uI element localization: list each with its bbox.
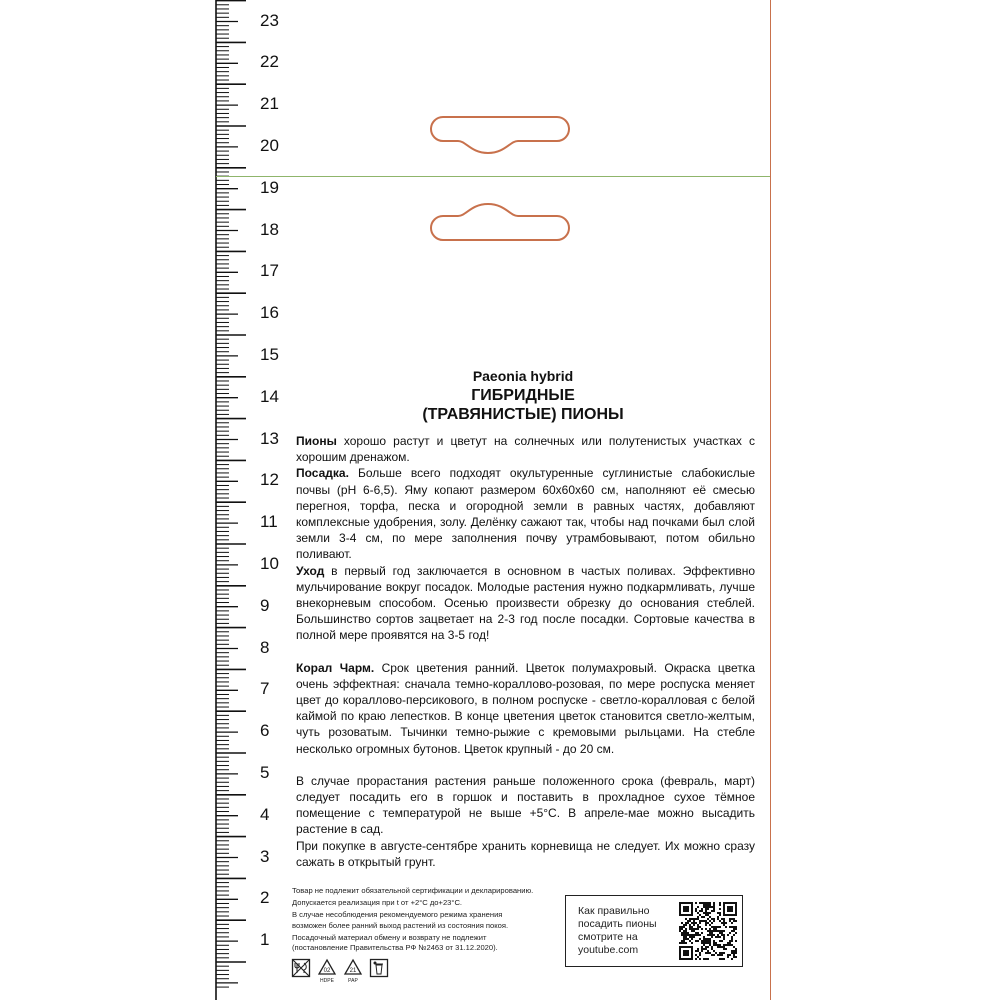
- ruler-label: 13: [260, 428, 279, 448]
- ruler-label: 12: [260, 470, 279, 490]
- ruler-label: 17: [260, 261, 279, 281]
- ruler-label: 15: [260, 345, 279, 364]
- hang-slot-top: [431, 117, 569, 153]
- ruler-label: 4: [260, 804, 270, 824]
- trash-bin-icon: [369, 958, 389, 984]
- planting-paragraph: [296, 465, 755, 562]
- no-food-icon: [291, 958, 311, 984]
- early-sprout-paragraph: В случае прорастания растения раньше положенного срока (февраль, март) следует посадить его в горшок и поставить в прохладное сухое тёмное помещение с температурой не выше +5°С. В апреле-мае можно высадить растение в сад.: [296, 773, 755, 837]
- ruler-label: 22: [260, 52, 279, 72]
- ruler-label: 5: [260, 763, 270, 782]
- description-text: [296, 433, 755, 870]
- legal-notice: [292, 886, 562, 953]
- intro-paragraph: [296, 433, 755, 465]
- legal-line-5: Посадочный материал обмену и возврату не подлежит: [292, 932, 487, 942]
- qr-line-4: youtube.com: [578, 944, 639, 956]
- ruler-label: 23: [260, 10, 279, 30]
- care-text: в первый год заключается в основном в частых поливах. Эффективно мульчирование вокруг посадок. Молодые растения нужно подкармливать, лучше внекорневым способом. Осенью произвести обрезку до основания стеблей. Большинство сортов зацветает на 2-3 год после посадки. Сортовые качества в полной мере проявятся на 3-5 год!: [296, 563, 755, 643]
- legal-line-6: (постановление Правительства РФ №2463 от 31.12.2020).: [292, 943, 498, 953]
- svg-text:21: 21: [349, 968, 357, 974]
- title-line-1: ГИБРИДНЫЕ: [471, 387, 575, 404]
- legal-line-3: В случае несоблюдения рекомендуемого режима хранения: [292, 910, 503, 920]
- recycle-hdpe-icon: [317, 958, 337, 984]
- qr-line-1: Как правильно: [578, 905, 650, 917]
- video-instructions-text: [578, 905, 678, 957]
- ruler-label: 10: [260, 554, 279, 573]
- ruler-label: 19: [260, 177, 279, 197]
- hdpe-label: HDPE: [320, 978, 334, 984]
- ruler-label: 18: [260, 219, 279, 239]
- qr-line-3: смотрите на: [578, 931, 638, 943]
- variety-text: Срок цветения ранний. Цветок полумахровый. Окраска цветка очень эффектная: сначала темно-кораллово-розовая, по мере роспуска меняет цвет до кораллово-персикового, в полном роспуске - светло-коралловая с белой каймой по краю лепестков. В конце цветения цветок становится светло-желтым, чуть розоватым. Тычинки темно-рыжие с кремовыми рыльцами. На стебле несколько огромных бутонов. Цветок крупный - до 20 см.: [296, 660, 755, 756]
- care-label: Уход: [296, 563, 325, 578]
- ruler-label: 11: [260, 512, 278, 532]
- legal-line-4: возможен более ранний выход растений из состояния покоя.: [292, 920, 509, 930]
- storage-paragraph: При покупке в августе-сентябре хранить корневища не следует. Их можно сразу сажать в открытый грунт.: [296, 838, 755, 869]
- ruler-label: 9: [260, 595, 270, 615]
- packaging-icons: [291, 958, 389, 984]
- planting-text: Больше всего подходят окультуренные суглинистые слабокислые почвы (pH 6-6,5). Яму копают размером 60х60х60 см, наполняют её смесью перегноя, торфа, песка и огородной земли в равных частях, добавляют комплексные удобрения, золу. Делёнку сажают так, чтобы над почками был слой земли 3-4 см, по мере заполнения почву утрамбовывают, потом обильно поливают.: [296, 466, 755, 562]
- pap-label: PAP: [348, 978, 358, 984]
- qr-line-2: посадить пионы: [578, 918, 657, 930]
- ruler-label: 3: [260, 846, 270, 866]
- variety-paragraph: [296, 660, 755, 757]
- svg-text:02: 02: [323, 968, 331, 974]
- title-line-2: (ТРАВЯНИСТЫЕ) ПИОНЫ: [422, 406, 624, 423]
- ruler-label: 1: [260, 930, 270, 950]
- ruler-label: 6: [260, 721, 270, 741]
- ruler-label: 16: [260, 303, 279, 323]
- video-instructions-box: [565, 895, 743, 967]
- qr-code-icon[interactable]: [679, 902, 737, 960]
- ruler-label: 14: [260, 386, 279, 406]
- care-paragraph: [296, 563, 755, 644]
- ruler-label: 2: [260, 888, 270, 908]
- latin-name: Paeonia hybrid: [472, 368, 574, 384]
- hang-slot-bottom: [431, 204, 569, 240]
- legal-line-1: Товар не подлежит обязательной сертификации и декларированию.: [292, 886, 534, 895]
- ruler-label: 7: [260, 679, 270, 699]
- variety-label: Корал Чарм.: [296, 660, 375, 675]
- recycle-pap-icon: [343, 958, 363, 984]
- intro-label: Пионы: [296, 434, 337, 448]
- intro-text: хорошо растут и цветут на солнечных или полутенистых участках с хорошим дренажом.: [296, 434, 755, 465]
- ruler-label: 8: [260, 637, 270, 657]
- ruler-label: 21: [260, 94, 279, 114]
- ruler-label: 20: [260, 136, 279, 155]
- planting-label: Посадка.: [296, 466, 349, 481]
- legal-line-2: Допускается реализация при t от +2°С до+23°С.: [292, 898, 463, 908]
